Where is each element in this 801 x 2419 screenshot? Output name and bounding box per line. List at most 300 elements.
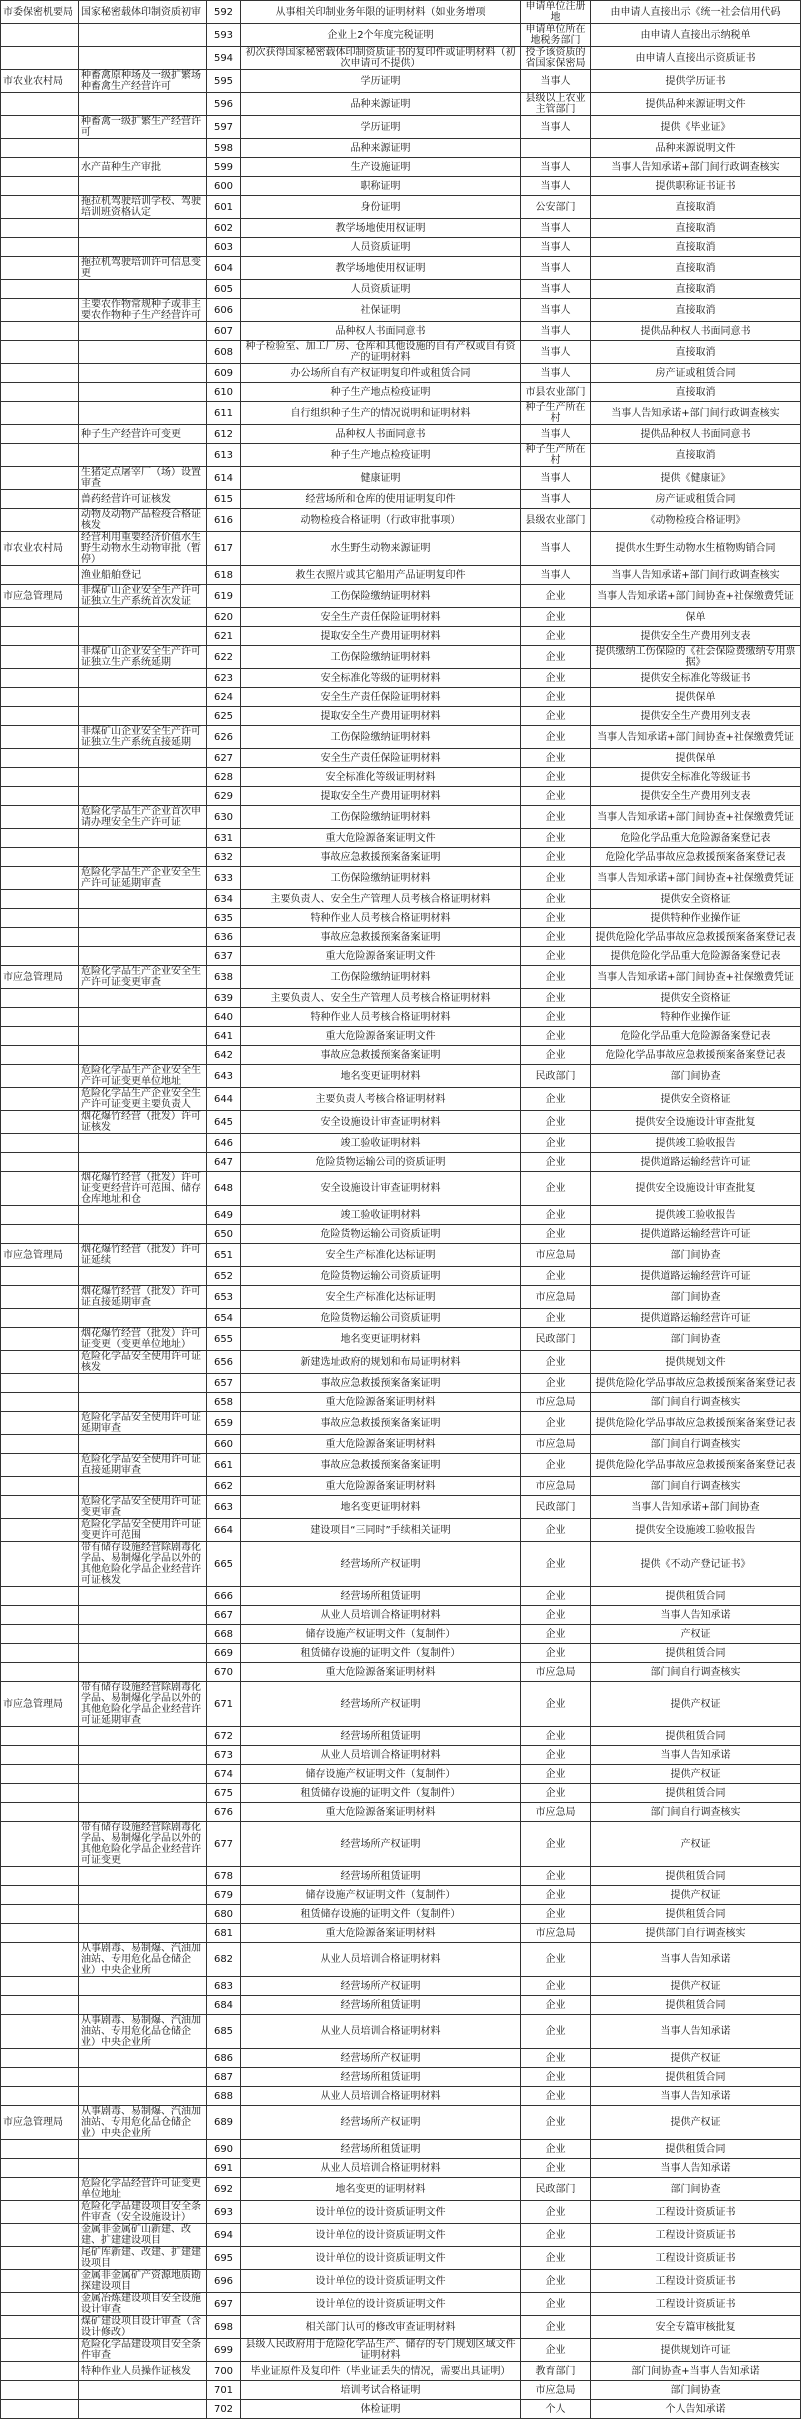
issuing-org-cell: 企业	[521, 829, 591, 848]
table-row	[1, 1924, 801, 1943]
issuing-org-cell: 当事人	[521, 532, 591, 566]
item-cell: 拖拉机驾驶培训学校、驾驶培训班资格认定	[79, 196, 207, 219]
item-cell	[79, 1267, 207, 1286]
item-cell: 金属非金属矿山新建、改建、扩建建设项目	[79, 2224, 207, 2247]
issuing-org-cell: 企业	[521, 2224, 591, 2247]
method-cell: 工程设计资质证书	[591, 2293, 801, 2316]
department-cell	[1, 1905, 79, 1924]
material-cell: 主要负责人、安全生产管理人员考核合格证明材料	[241, 890, 521, 909]
table-row	[1, 947, 801, 966]
material-cell: 体检证明	[241, 2400, 521, 2419]
serial-number-cell: 668	[207, 1625, 241, 1644]
material-cell: 初次获得国家秘密载体印制资质证书的复印件或证明材料（初次申请可不提供）	[241, 47, 521, 70]
material-cell: 事故应急救援预案备案证明	[241, 1046, 521, 1065]
table-row	[1, 1435, 801, 1454]
issuing-org-cell: 企业	[521, 1309, 591, 1328]
item-cell	[79, 1153, 207, 1172]
serial-number-cell: 664	[207, 1519, 241, 1542]
material-cell: 相关部门认可的修改审查证明材料	[241, 2316, 521, 2339]
material-cell: 从业人员培训合格证明材料	[241, 1943, 521, 1977]
serial-number-cell: 623	[207, 669, 241, 688]
issuing-org-cell: 企业	[521, 2087, 591, 2106]
material-cell: 工伤保险缴纳证明材料	[241, 966, 521, 989]
item-cell: 危险化学品建设项目安全条件审查	[79, 2339, 207, 2362]
table-row	[1, 1625, 801, 1644]
issuing-org-cell: 企业	[521, 1412, 591, 1435]
issuing-org-cell: 企业	[521, 1027, 591, 1046]
department-cell	[1, 1977, 79, 1996]
material-cell: 事故应急救援预案备案证明	[241, 1454, 521, 1477]
table-row	[1, 890, 801, 909]
table-row	[1, 669, 801, 688]
item-cell	[79, 341, 207, 364]
table-row	[1, 909, 801, 928]
department-cell	[1, 2400, 79, 2419]
serial-number-cell: 641	[207, 1027, 241, 1046]
department-cell	[1, 2316, 79, 2339]
issuing-org-cell: 市应急局	[521, 1803, 591, 1822]
item-cell: 种畜禽原种场及一级扩繁场种畜禽生产经营许可	[79, 70, 207, 93]
table-row	[1, 341, 801, 364]
serial-number-cell: 632	[207, 848, 241, 867]
method-cell: 危险化学品重大危险源备案登记表	[591, 829, 801, 848]
material-cell: 储存设施产权证明文件（复制件）	[241, 1886, 521, 1905]
department-cell	[1, 24, 79, 47]
table-row	[1, 1065, 801, 1088]
item-cell	[79, 402, 207, 425]
table-row	[1, 1, 801, 24]
material-cell: 健康证明	[241, 467, 521, 490]
material-cell: 安全标准化等级证明材料	[241, 768, 521, 787]
table-row	[1, 646, 801, 669]
material-cell: 租赁储存设施的证明文件（复制件）	[241, 1905, 521, 1924]
item-cell: 危险化学品安全使用许可证变更许可范围	[79, 1519, 207, 1542]
serial-number-cell: 638	[207, 966, 241, 989]
table-row	[1, 1663, 801, 1682]
material-cell: 从业人员培训合格证明材料	[241, 2159, 521, 2178]
serial-number-cell: 593	[207, 24, 241, 47]
item-cell	[79, 829, 207, 848]
method-cell: 提供安全生产费用列支表	[591, 787, 801, 806]
material-cell: 种子检验室、加工厂房、仓库和其他设施的自有产权或自有资产的证明材料	[241, 341, 521, 364]
serial-number-cell: 697	[207, 2293, 241, 2316]
issuing-org-cell: 企业	[521, 2015, 591, 2049]
item-cell	[79, 989, 207, 1008]
department-cell	[1, 444, 79, 467]
department-cell	[1, 1374, 79, 1393]
item-cell: 烟花爆竹经营（批发）许可证核发	[79, 1111, 207, 1134]
issuing-org-cell: 企业	[521, 909, 591, 928]
issuing-org-cell: 县级以上农业主管部门	[521, 93, 591, 116]
issuing-org-cell: 个人	[521, 2400, 591, 2419]
table-row	[1, 1867, 801, 1886]
issuing-org-cell: 当事人	[521, 566, 591, 585]
serial-number-cell: 609	[207, 364, 241, 383]
method-cell: 直接取消	[591, 383, 801, 402]
issuing-org-cell: 企业	[521, 1727, 591, 1746]
material-cell: 人员资质证明	[241, 280, 521, 299]
issuing-org-cell: 企业	[521, 1867, 591, 1886]
serial-number-cell: 688	[207, 2087, 241, 2106]
department-cell	[1, 177, 79, 196]
material-cell: 地名变更的证明材料	[241, 2178, 521, 2201]
item-cell	[79, 1803, 207, 1822]
item-cell	[79, 383, 207, 402]
serial-number-cell: 643	[207, 1065, 241, 1088]
material-cell: 重大危险源备案证明材料	[241, 1477, 521, 1496]
method-cell: 当事人告知承诺+部门间协查	[591, 1496, 801, 1519]
material-cell: 危险货物运输公司资质证明	[241, 1309, 521, 1328]
department-cell	[1, 196, 79, 219]
department-cell	[1, 2362, 79, 2381]
issuing-org-cell: 当事人	[521, 467, 591, 490]
material-cell: 从业人员培训合格证明材料	[241, 1606, 521, 1625]
method-cell: 提供道路运输经营许可证	[591, 1267, 801, 1286]
department-cell	[1, 848, 79, 867]
material-cell: 学历证明	[241, 70, 521, 93]
material-cell: 危险货物运输公司的资质证明	[241, 1153, 521, 1172]
department-cell	[1, 608, 79, 627]
table-row	[1, 2316, 801, 2339]
material-cell: 经营场所产权证明	[241, 1682, 521, 1727]
material-cell: 品种权人书面同意书	[241, 425, 521, 444]
item-cell: 国家秘密载体印制资质初审	[79, 1, 207, 24]
department-cell	[1, 425, 79, 444]
item-cell	[79, 787, 207, 806]
method-cell: 直接取消	[591, 444, 801, 467]
material-cell: 重大危险源备案证明文件	[241, 1027, 521, 1046]
serial-number-cell: 695	[207, 2247, 241, 2270]
table-row	[1, 707, 801, 726]
table-row	[1, 490, 801, 509]
issuing-org-cell: 民政部门	[521, 1328, 591, 1351]
table-row	[1, 1765, 801, 1784]
issuing-org-cell: 企业	[521, 1008, 591, 1027]
method-cell: 工程设计资质证书	[591, 2201, 801, 2224]
department-cell	[1, 2068, 79, 2087]
issuing-org-cell: 企业	[521, 1644, 591, 1663]
department-cell	[1, 1088, 79, 1111]
serial-number-cell: 686	[207, 2049, 241, 2068]
serial-number-cell: 694	[207, 2224, 241, 2247]
department-cell	[1, 402, 79, 425]
material-cell: 品种来源证明	[241, 139, 521, 158]
issuing-org-cell: 企业	[521, 1886, 591, 1905]
item-cell: 动物及动物产品检疫合格证核发	[79, 509, 207, 532]
table-row	[1, 177, 801, 196]
method-cell: 直接取消	[591, 196, 801, 219]
serial-number-cell: 626	[207, 726, 241, 749]
item-cell: 危险化学品生产企业安全生产许可证延期审查	[79, 867, 207, 890]
department-cell	[1, 1027, 79, 1046]
material-cell: 品种来源证明	[241, 93, 521, 116]
department-cell	[1, 1267, 79, 1286]
material-cell: 竣工验收证明材料	[241, 1206, 521, 1225]
department-cell	[1, 1625, 79, 1644]
material-cell: 工伤保险缴纳证明材料	[241, 585, 521, 608]
issuing-org-cell: 企业	[521, 669, 591, 688]
material-cell: 从业人员培训合格证明材料	[241, 2015, 521, 2049]
table-row	[1, 364, 801, 383]
serial-number-cell: 666	[207, 1587, 241, 1606]
department-cell	[1, 2015, 79, 2049]
serial-number-cell: 594	[207, 47, 241, 70]
table-row	[1, 829, 801, 848]
serial-number-cell: 679	[207, 1886, 241, 1905]
issuing-org-cell	[521, 139, 591, 158]
issuing-org-cell: 民政部门	[521, 2178, 591, 2201]
material-cell: 主要负责人考核合格证明材料	[241, 1088, 521, 1111]
material-cell: 经营场所租赁证明	[241, 1727, 521, 1746]
item-cell	[79, 444, 207, 467]
method-cell: 工程设计资质证书	[591, 2224, 801, 2247]
serial-number-cell: 685	[207, 2015, 241, 2049]
item-cell: 金属非金属矿产资源地质勘探建设项目	[79, 2270, 207, 2293]
item-cell	[79, 1225, 207, 1244]
department-cell	[1, 1496, 79, 1519]
material-cell: 特种作业人员考核合格证明材料	[241, 909, 521, 928]
department-cell	[1, 139, 79, 158]
method-cell: 提供租赁合同	[591, 1587, 801, 1606]
serial-number-cell: 610	[207, 383, 241, 402]
serial-number-cell: 598	[207, 139, 241, 158]
table-row	[1, 1644, 801, 1663]
material-cell: 从业人员培训合格证明材料	[241, 1746, 521, 1765]
issuing-org-cell: 企业	[521, 1046, 591, 1065]
serial-number-cell: 691	[207, 2159, 241, 2178]
issuing-org-cell: 当事人	[521, 177, 591, 196]
item-cell	[79, 139, 207, 158]
serial-number-cell: 670	[207, 1663, 241, 1682]
method-cell: 提供租赁合同	[591, 2140, 801, 2159]
material-cell: 安全设施设计审查证明材料	[241, 1172, 521, 1206]
department-cell	[1, 1046, 79, 1065]
issuing-org-cell: 当事人	[521, 238, 591, 257]
serial-number-cell: 693	[207, 2201, 241, 2224]
material-cell: 工伤保险缴纳证明材料	[241, 867, 521, 890]
table-row	[1, 467, 801, 490]
issuing-org-cell: 当事人	[521, 425, 591, 444]
table-row	[1, 70, 801, 93]
serial-number-cell: 656	[207, 1351, 241, 1374]
material-cell: 经营场所租赁证明	[241, 2140, 521, 2159]
table-row	[1, 1008, 801, 1027]
serial-number-cell: 607	[207, 322, 241, 341]
department-cell	[1, 627, 79, 646]
method-cell: 提供品种权人书面同意书	[591, 425, 801, 444]
issuing-org-cell: 企业	[521, 867, 591, 890]
department-cell	[1, 707, 79, 726]
item-cell	[79, 1765, 207, 1784]
serial-number-cell: 622	[207, 646, 241, 669]
item-cell: 兽药经营许可证核发	[79, 490, 207, 509]
table-row	[1, 425, 801, 444]
method-cell: 房产证或租赁合同	[591, 364, 801, 383]
issuing-org-cell: 当事人	[521, 116, 591, 139]
method-cell: 由申请人直接出示《统一社会信用代码	[591, 1, 801, 24]
method-cell: 由申请人直接出示资质证书	[591, 47, 801, 70]
department-cell	[1, 2087, 79, 2106]
issuing-org-cell: 企业	[521, 1206, 591, 1225]
issuing-org-cell: 企业	[521, 1625, 591, 1644]
table-row	[1, 299, 801, 322]
material-cell: 教学场地使用权证明	[241, 219, 521, 238]
item-cell	[79, 24, 207, 47]
item-cell	[79, 947, 207, 966]
method-cell: 部门间协查	[591, 1286, 801, 1309]
table-row	[1, 1727, 801, 1746]
table-row	[1, 688, 801, 707]
table-row	[1, 1905, 801, 1924]
method-cell: 提供安全资格证	[591, 1088, 801, 1111]
department-cell	[1, 93, 79, 116]
material-cell: 设计单位的设计资质证明文件	[241, 2201, 521, 2224]
item-cell	[79, 1587, 207, 1606]
issuing-org-cell: 企业	[521, 2049, 591, 2068]
serial-number-cell: 627	[207, 749, 241, 768]
issuing-org-cell: 民政部门	[521, 1496, 591, 1519]
item-cell: 带有储存设施经营除剧毒化学品、易制爆化学品以外的其他危险化学品企业经营许可证核发	[79, 1542, 207, 1587]
item-cell	[79, 47, 207, 70]
item-cell: 非煤矿山企业安全生产许可证独立生产系统首次发证	[79, 585, 207, 608]
table-row	[1, 1393, 801, 1412]
department-cell	[1, 2201, 79, 2224]
material-cell: 事故应急救援预案备案证明	[241, 848, 521, 867]
item-cell: 带有储存设施经营除剧毒化学品、易制爆化学品以外的其他危险化学品企业经营许可证延期审查	[79, 1682, 207, 1727]
material-cell: 重大危险源备案证明文件	[241, 829, 521, 848]
department-cell	[1, 1008, 79, 1027]
department-cell	[1, 1886, 79, 1905]
department-cell: 市农业农村局	[1, 532, 79, 566]
item-cell: 生猪定点屠宰厂（场）设置审查	[79, 467, 207, 490]
material-cell: 工伤保险缴纳证明材料	[241, 646, 521, 669]
method-cell: 提供保单	[591, 749, 801, 768]
department-cell	[1, 1784, 79, 1803]
method-cell: 工程设计资质证书	[591, 2270, 801, 2293]
item-cell	[79, 1663, 207, 1682]
serial-number-cell: 700	[207, 2362, 241, 2381]
department-cell	[1, 341, 79, 364]
issuing-org-cell: 当事人	[521, 299, 591, 322]
department-cell	[1, 1996, 79, 2015]
table-row	[1, 2270, 801, 2293]
serial-number-cell: 645	[207, 1111, 241, 1134]
item-cell	[79, 1309, 207, 1328]
method-cell: 提供产权证	[591, 1977, 801, 1996]
item-cell: 金属冶炼建设项目安全设施设计审查	[79, 2293, 207, 2316]
table-row	[1, 1153, 801, 1172]
material-cell: 安全生产标准化达标证明	[241, 1244, 521, 1267]
serial-number-cell: 611	[207, 402, 241, 425]
method-cell: 直接取消	[591, 280, 801, 299]
serial-number-cell: 669	[207, 1644, 241, 1663]
material-cell: 设计单位的设计资质证明文件	[241, 2293, 521, 2316]
table-row	[1, 806, 801, 829]
table-row	[1, 1244, 801, 1267]
serial-number-cell: 620	[207, 608, 241, 627]
material-cell: 地名变更证明材料	[241, 1328, 521, 1351]
department-cell	[1, 947, 79, 966]
item-cell: 尾矿库新建、改建、扩建建设项目	[79, 2247, 207, 2270]
serial-number-cell: 615	[207, 490, 241, 509]
method-cell: 提供产权证	[591, 1886, 801, 1905]
material-cell: 储存设施产权证明文件（复制件）	[241, 1625, 521, 1644]
serial-number-cell: 606	[207, 299, 241, 322]
method-cell: 提供部门自行调查核实	[591, 1924, 801, 1943]
issuing-org-cell: 县级农业部门	[521, 509, 591, 532]
issuing-org-cell: 企业	[521, 947, 591, 966]
issuing-org-cell: 企业	[521, 2270, 591, 2293]
material-cell: 特种作业人员考核合格证明材料	[241, 1008, 521, 1027]
item-cell: 危险化学品安全使用许可证核发	[79, 1351, 207, 1374]
issuing-org-cell: 市应急局	[521, 1435, 591, 1454]
material-cell: 事故应急救援预案备案证明	[241, 928, 521, 947]
item-cell	[79, 2159, 207, 2178]
serial-number-cell: 702	[207, 2400, 241, 2419]
table-row	[1, 1351, 801, 1374]
item-cell	[79, 238, 207, 257]
method-cell: 提供危险化学品事故应急救援预案备案登记表	[591, 928, 801, 947]
serial-number-cell: 690	[207, 2140, 241, 2159]
item-cell	[79, 1393, 207, 1412]
serial-number-cell: 600	[207, 177, 241, 196]
method-cell: 当事人告知承诺+部门间行政调查核实	[591, 566, 801, 585]
item-cell	[79, 768, 207, 787]
method-cell: 提供保单	[591, 688, 801, 707]
table-row	[1, 749, 801, 768]
issuing-org-cell: 市应急局	[521, 1286, 591, 1309]
material-cell: 生产设施证明	[241, 158, 521, 177]
department-cell	[1, 2140, 79, 2159]
method-cell: 提供安全生产费用列支表	[591, 707, 801, 726]
department-cell	[1, 2270, 79, 2293]
department-cell: 市应急管理局	[1, 2106, 79, 2140]
method-cell: 提供安全标准化等级证书	[591, 669, 801, 688]
issuing-org-cell: 民政部门	[521, 1065, 591, 1088]
material-cell: 安全标准化等级的证明材料	[241, 669, 521, 688]
serial-number-cell: 639	[207, 989, 241, 1008]
item-cell	[79, 2140, 207, 2159]
serial-number-cell: 625	[207, 707, 241, 726]
material-cell: 培训考试合格证明	[241, 2381, 521, 2400]
department-cell	[1, 1412, 79, 1435]
serial-number-cell: 672	[207, 1727, 241, 1746]
method-cell: 部门间自行调查核实	[591, 1477, 801, 1496]
serial-number-cell: 621	[207, 627, 241, 646]
method-cell: 当事人告知承诺+部门间行政调查核实	[591, 402, 801, 425]
material-cell: 重大危险源备案证明材料	[241, 1393, 521, 1412]
issuing-org-cell: 企业	[521, 688, 591, 707]
method-cell: 提供安全设施设计审查批复	[591, 1172, 801, 1206]
issuing-org-cell: 公安部门	[521, 196, 591, 219]
issuing-org-cell: 企业	[521, 1606, 591, 1625]
table-row	[1, 989, 801, 1008]
department-cell	[1, 829, 79, 848]
serial-number-cell: 673	[207, 1746, 241, 1765]
serial-number-cell: 663	[207, 1496, 241, 1519]
department-cell	[1, 1206, 79, 1225]
department-cell	[1, 1822, 79, 1867]
table-row	[1, 1606, 801, 1625]
department-cell	[1, 322, 79, 341]
table-row	[1, 2015, 801, 2049]
item-cell: 危险化学品经营许可证变更单位地址	[79, 2178, 207, 2201]
table-row	[1, 196, 801, 219]
method-cell: 直接取消	[591, 341, 801, 364]
serial-number-cell: 653	[207, 1286, 241, 1309]
department-cell	[1, 1309, 79, 1328]
item-cell	[79, 1008, 207, 1027]
